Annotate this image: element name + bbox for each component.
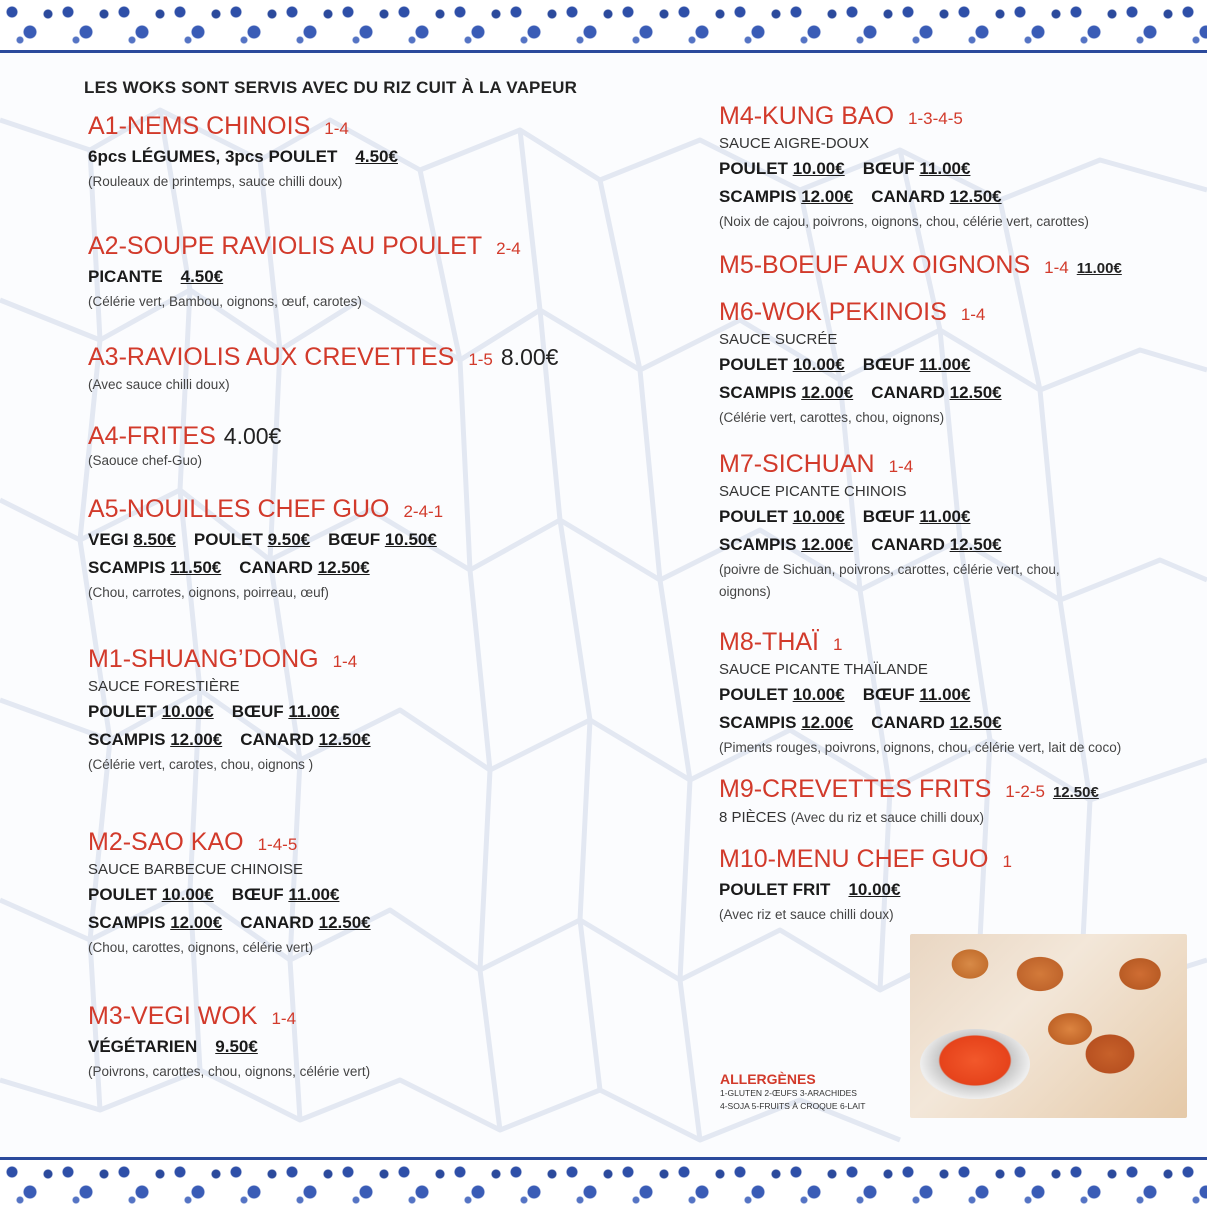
menu-header: LES WOKS SONT SERVIS AVEC DU RIZ CUIT À LA VAPEUR <box>84 78 578 97</box>
menu-item-title <box>719 102 1089 133</box>
price-line: POULET 10.00€ BŒUF 11.00€ <box>719 685 971 704</box>
dish-note: (Noix de cajou, poivrons, oignons, chou, célérie vert, carottes) <box>719 214 1089 229</box>
menu-item-title <box>719 298 1002 329</box>
menu-item <box>88 422 281 472</box>
menu-item-title <box>88 828 371 859</box>
dish-name: M7-SICHUAN <box>719 450 875 478</box>
price: 11.50€ <box>170 558 222 577</box>
dish-note: (poivre de Sichuan, poivrons, carottes, célérie vert, chou, <box>719 562 1060 577</box>
dish-name: M3-VEGI WOK <box>88 1002 258 1030</box>
dish-name: M5-BOEUF AUX OIGNONS <box>719 251 1031 279</box>
menu-item-title <box>719 845 1012 876</box>
dish-note: (Célérie vert, Bambou, oignons, œuf, carotes) <box>88 294 362 309</box>
dish-name: M9-CREVETTES FRITS <box>719 775 992 803</box>
dish-note: (Rouleaux de printemps, sauce chilli doux) <box>88 174 343 189</box>
price: 12.50€ <box>949 383 1002 402</box>
dish-subtitle: SAUCE FORESTIÈRE <box>88 678 240 695</box>
price: 11.00€ <box>288 702 340 721</box>
price-line: POULET 10.00€ BŒUF 11.00€ <box>88 702 340 721</box>
price-line: SCAMPIS 11.50€ CANARD 12.50€ <box>88 558 370 577</box>
menu-item <box>88 645 371 776</box>
dish-name: A4-FRITES <box>88 422 216 450</box>
price: 9.50€ <box>215 1037 258 1056</box>
dish-name: M4-KUNG BAO <box>719 102 895 130</box>
menu-item-title <box>719 775 1099 807</box>
menu-item-title <box>719 628 1121 659</box>
dish-note: (Saouce chef-Guo) <box>88 453 203 468</box>
price-line: POULET 10.00€ BŒUF 11.00€ <box>719 507 971 526</box>
price-line: SCAMPIS 12.00€ CANARD 12.50€ <box>88 913 371 932</box>
allergens-line: 1-GLUTEN 2-ŒUFS 3-ARACHIDES <box>720 1088 857 1098</box>
menu-item <box>719 628 1121 759</box>
price: 12.00€ <box>801 187 854 206</box>
dish-subtitle: SAUCE SUCRÉE <box>719 331 838 348</box>
price: 10.00€ <box>161 885 214 904</box>
menu-item-title <box>88 343 558 374</box>
price: 12.00€ <box>801 535 854 554</box>
bottom-ornamental-border <box>0 1157 1207 1210</box>
price-line: SCAMPIS 12.00€ CANARD 12.50€ <box>719 383 1002 402</box>
price-line: VEGI 8.50€ POULET 9.50€ BŒUF 10.50€ <box>88 530 437 549</box>
menu-item <box>88 1002 370 1083</box>
dish-name: A1-NEMS CHINOIS <box>88 112 311 140</box>
allergen-codes: 2-4 <box>496 239 521 258</box>
allergen-codes: 1-2-5 <box>1005 782 1045 801</box>
price: 12.50€ <box>949 535 1002 554</box>
menu-item-title <box>88 1002 370 1033</box>
dish-price: 4.00€ <box>223 423 282 449</box>
price: 10.00€ <box>792 355 845 374</box>
price: 11.00€ <box>919 159 971 178</box>
dish-note: (Célérie vert, carotes, chou, oignons ) <box>88 757 314 772</box>
price-line: POULET FRIT 10.00€ <box>719 880 901 899</box>
menu-item <box>88 112 398 193</box>
price: 12.50€ <box>317 558 370 577</box>
price: 12.00€ <box>801 383 854 402</box>
allergen-codes: 1-4 <box>271 1009 297 1028</box>
menu-item-title <box>88 645 371 676</box>
price: 12.50€ <box>949 187 1002 206</box>
dish-note: (Poivrons, carottes, chou, oignons, célérie vert) <box>88 1064 371 1079</box>
price-line: POULET 10.00€ BŒUF 11.00€ <box>88 885 340 904</box>
dish-subtitle: SAUCE PICANTE THAÏLANDE <box>719 661 928 678</box>
dish-note: (Chou, carrotes, oignons, poirreau, œuf) <box>88 585 329 600</box>
menu-item <box>719 450 1060 603</box>
price: 8.50€ <box>133 530 176 549</box>
dish-subtitle: 8 PIÈCES (Avec du riz et sauce chilli doux) <box>719 809 985 826</box>
menu-item <box>88 232 521 313</box>
dish-price: 11.00€ <box>1076 260 1122 277</box>
menu-item-title <box>88 495 443 526</box>
sauce-dip-bowl <box>920 1029 1030 1099</box>
menu-item <box>719 298 1002 429</box>
price-line: SCAMPIS 12.00€ CANARD 12.50€ <box>88 730 371 749</box>
price: 12.00€ <box>170 913 223 932</box>
price: 4.50€ <box>180 267 224 286</box>
allergen-codes: 1-4 <box>1044 258 1069 277</box>
price: 10.00€ <box>792 159 845 178</box>
allergen-codes: 1-4 <box>332 652 358 671</box>
price: 11.00€ <box>919 685 971 704</box>
top-ornamental-border <box>0 0 1207 53</box>
price: 4.50€ <box>355 147 398 166</box>
menu-item-title <box>719 450 1060 481</box>
price: 12.50€ <box>318 730 371 749</box>
allergen-codes: 1 <box>833 635 843 654</box>
price: 10.50€ <box>384 530 437 549</box>
dish-note: (Avec sauce chilli doux) <box>88 377 230 392</box>
menu-item-title <box>88 112 398 143</box>
allergen-codes: 1 <box>1002 852 1012 871</box>
allergen-codes: 1-4-5 <box>257 835 298 854</box>
dish-note: (Célérie vert, carottes, chou, oignons) <box>719 410 945 425</box>
dish-subtitle: SAUCE BARBECUE CHINOISE <box>88 861 304 878</box>
menu-item <box>719 845 1012 926</box>
price-line: SCAMPIS 12.00€ CANARD 12.50€ <box>719 535 1002 554</box>
left-column <box>84 78 648 106</box>
price: 10.00€ <box>792 685 845 704</box>
price: 11.00€ <box>919 507 971 526</box>
allergen-codes: 1-4 <box>960 305 986 324</box>
allergen-codes: 2-4-1 <box>403 502 444 521</box>
dish-name: M2-SAO KAO <box>88 828 244 856</box>
dish-price: 12.50€ <box>1052 784 1099 801</box>
dish-name: M10-MENU CHEF GUO <box>719 845 989 873</box>
price-line: 6pcs LÉGUMES, 3pcs POULET 4.50€ <box>88 147 398 166</box>
price: 12.00€ <box>801 713 854 732</box>
menu-item <box>88 343 558 396</box>
dish-note: (Piments rouges, poivrons, oignons, chou, célérie vert, lait de coco) <box>719 740 1122 755</box>
dish-price: 8.00€ <box>500 344 559 370</box>
dish-note: (Avec riz et sauce chilli doux) <box>719 907 894 922</box>
price-line: PICANTE 4.50€ <box>88 267 224 286</box>
menu-item <box>719 251 1122 283</box>
dish-note: oignons) <box>719 584 771 599</box>
price-line: SCAMPIS 12.00€ CANARD 12.50€ <box>719 187 1002 206</box>
allergen-codes: 1-4 <box>888 457 914 476</box>
price-line: POULET 10.00€ BŒUF 11.00€ <box>719 355 971 374</box>
price: 9.50€ <box>267 530 311 549</box>
dish-name: M8-THAÏ <box>719 628 819 656</box>
dish-subtitle: SAUCE PICANTE CHINOIS <box>719 483 907 500</box>
dish-name: M6-WOK PEKINOIS <box>719 298 947 326</box>
price-line: POULET 10.00€ BŒUF 11.00€ <box>719 159 971 178</box>
price: 11.00€ <box>919 355 971 374</box>
price: 10.00€ <box>792 507 845 526</box>
price: 12.50€ <box>949 713 1002 732</box>
dish-name: M1-SHUANG’DONG <box>88 645 319 673</box>
dish-subtitle: SAUCE AIGRE-DOUX <box>719 135 870 152</box>
dish-note: (Chou, carottes, oignons, célérie vert) <box>88 940 314 955</box>
food-photo <box>910 934 1187 1118</box>
menu-item <box>88 828 371 959</box>
price: 12.00€ <box>170 730 223 749</box>
allergens-title: ALLERGÈNES <box>720 1071 816 1087</box>
price-line: VÉGÉTARIEN 9.50€ <box>88 1037 258 1056</box>
price-line: SCAMPIS 12.00€ CANARD 12.50€ <box>719 713 1002 732</box>
menu-item-title <box>88 422 281 450</box>
allergen-codes: 1-3-4-5 <box>908 109 963 128</box>
allergens-legend <box>720 1071 865 1113</box>
price: 10.00€ <box>848 880 901 899</box>
menu-item <box>719 775 1099 829</box>
menu-item-title <box>88 232 521 263</box>
dish-name: A5-NOUILLES CHEF GUO <box>88 495 390 523</box>
menu-item <box>719 102 1089 233</box>
menu-item <box>88 495 443 604</box>
price: 10.00€ <box>161 702 214 721</box>
dish-note: (Avec du riz et sauce chilli doux) <box>790 810 985 825</box>
price: 12.50€ <box>318 913 371 932</box>
allergens-line: 4-SOJA 5-FRUITS À CROQUE 6-LAIT <box>720 1101 866 1111</box>
menu-item-title <box>719 251 1122 283</box>
dish-name: A3-RAVIOLIS AUX CREVETTES <box>88 343 455 371</box>
allergen-codes: 1-4 <box>324 119 349 138</box>
allergen-codes: 1-5 <box>468 350 493 369</box>
price: 11.00€ <box>288 885 340 904</box>
dish-name: A2-SOUPE RAVIOLIS AU POULET <box>88 232 483 260</box>
